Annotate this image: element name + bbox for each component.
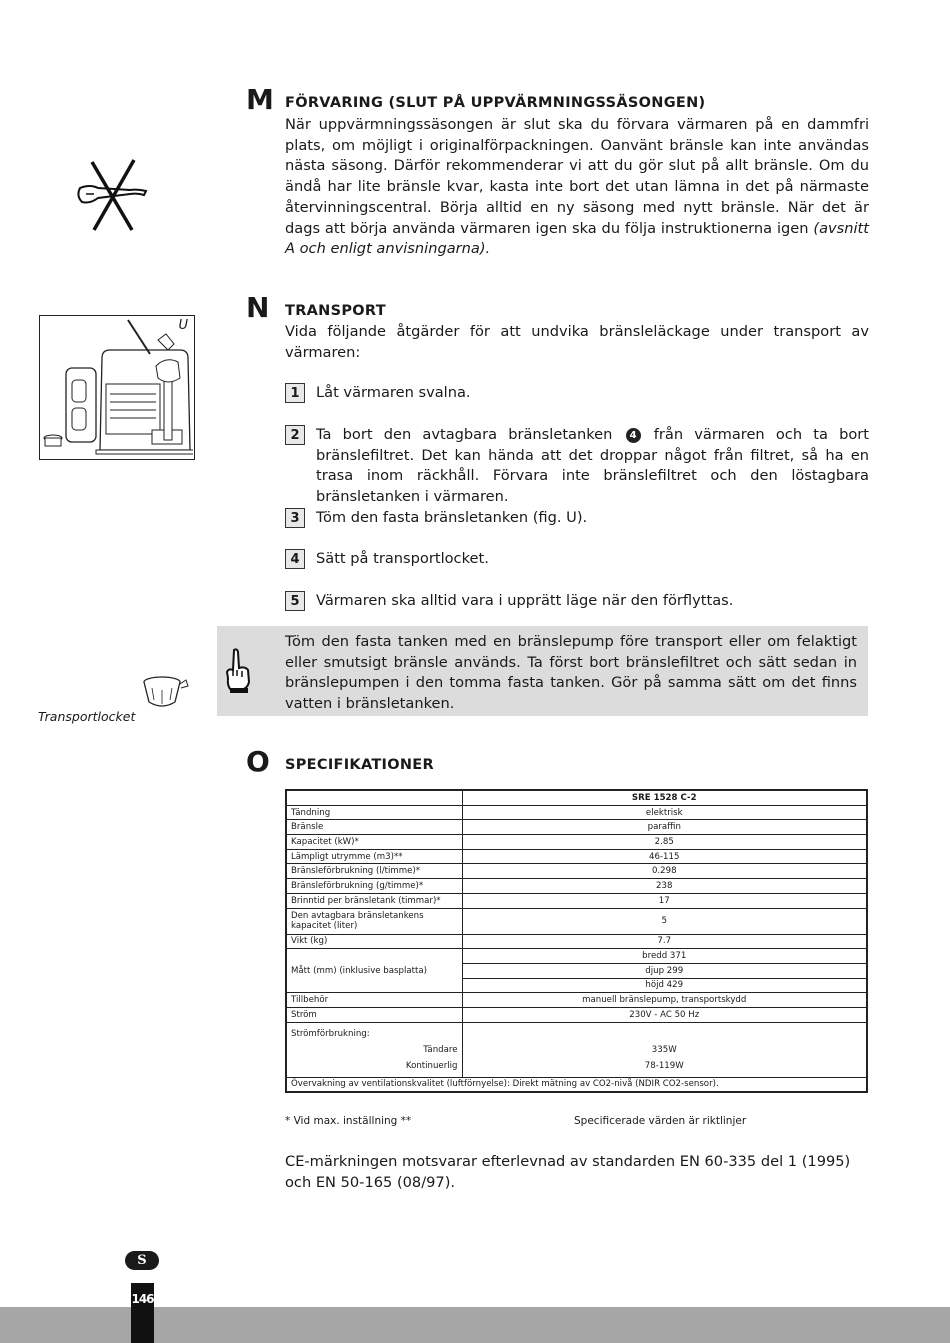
step-number: 2 xyxy=(285,425,305,445)
section-heading-specs: SPECIFIKATIONER xyxy=(285,757,434,773)
footnote-guidelines: Specificerade värden är riktlinjer xyxy=(574,1115,747,1127)
step-number: 3 xyxy=(285,508,305,528)
table-row: Mått (mm) (inklusive basplatta) bredd 371 xyxy=(286,949,867,964)
step-number: 1 xyxy=(285,383,305,403)
step-text: Värmaren ska alltid vara i upprätt läge när den förflyttas. xyxy=(316,592,734,609)
table-row: Bränsleförbrukning (g/timme)* 238 xyxy=(286,879,867,894)
figure-u xyxy=(39,315,195,460)
ce-statement: CE-märkningen motsvarar efterlevnad av standarden EN 60-335 del 1 (1995) och EN 50-165 (08/97). xyxy=(285,1153,851,1191)
step-text: Töm den fasta bränsletanken (fig. U). xyxy=(316,509,588,526)
table-row: Ström 230V - AC 50 Hz xyxy=(286,1007,867,1022)
section-letter-o: O xyxy=(246,745,270,778)
table-row: Bränsle paraffin xyxy=(286,820,867,835)
table-row: Vikt (kg) 7.7 xyxy=(286,934,867,949)
step-number: 5 xyxy=(285,591,305,611)
storage-paragraph: När uppvärmningssäsongen är slut ska du förvara värmaren på en dammfri plats, om möjligt i originalförpackningen. Oanvänt bränsle kan inte användas nästa säsong. Därför rekommenderar vi att du gör slut på allt bränsle. Om du ändå har lite bränsle kvar, kasta inte bort det utan lämna in det på närmaste återvinningscentral. Börja alltid en ny säsong med nytt bränsle. När det är dags att börja använda värmaren igen ska du följa instruktionerna igen (avsnitt A och enligt anvisningarna). xyxy=(285,116,869,258)
transport-cap-caption: Transportlocket xyxy=(38,709,136,724)
section-heading-storage: FÖRVARING (SLUT PÅ UPPVÄRMNINGSSÄSONGEN) xyxy=(285,95,706,111)
model-name: SRE 1528 C-2 xyxy=(462,790,867,805)
figure-label: U xyxy=(178,318,188,333)
page-number: 146 xyxy=(131,1292,154,1306)
section-letter-m: M xyxy=(246,83,274,116)
table-row xyxy=(286,790,867,805)
table-row: Lämpligt utrymme (m3)** 46-115 xyxy=(286,849,867,864)
table-row: Strömförbrukning: Tändare Kontinuerlig 335W 78-119W xyxy=(286,1022,867,1077)
table-row: höjd 429 xyxy=(286,978,867,993)
table-row: djup 299 xyxy=(286,963,867,978)
table-row: Brinntid per bränsletank (timmar)* 17 xyxy=(286,893,867,908)
pointing-hand-icon xyxy=(223,646,253,694)
transport-intro: Vida följande åtgärder för att undvika bränsleläckage under transport av värmaren: xyxy=(285,323,869,361)
step-number: 4 xyxy=(285,549,305,569)
language-badge: S xyxy=(125,1251,159,1270)
step-text: Sätt på transportlocket. xyxy=(316,550,489,567)
table-row: Kapacitet (kW)* 2.85 xyxy=(286,835,867,850)
warning-note xyxy=(217,626,868,716)
table-row: Tändning elektrisk xyxy=(286,805,867,820)
section-heading-transport: TRANSPORT xyxy=(285,303,386,319)
step-text: Ta bort den avtagbara bränsletanken 4 från värmaren och ta bort bränslefiltret. Det kan hända att det droppar något från filtret, så ha en trasa inom räckhåll. Förvara inte bränslefiltret och den löstagbara bränsletanken i värmaren. xyxy=(316,426,870,506)
table-row: Den avtagbara bränsletankens kapacitet (liter) 5 xyxy=(286,908,867,934)
note-text: Töm den fasta tanken med en bränslepump före transport eller om felaktigt eller smutsigt bränsle används. Ta först bort bränslefiltret och sätt sedan in bränslepumpen i den tomma fasta tanken. Gör på samma sätt om det finns vatten i bränsletanken. xyxy=(285,633,857,713)
specifications-table xyxy=(285,789,868,1093)
no-tools-icon xyxy=(72,158,152,234)
transport-cap-icon xyxy=(140,672,190,712)
table-row: Övervakning av ventilationskvalitet (luftförnyelse): Direkt mätning av CO2-nivå (NDIR CO2-sensor). xyxy=(286,1077,867,1092)
footnote-setting: * Vid max. inställning ** xyxy=(285,1115,412,1127)
table-row: Tillbehör manuell bränslepump, transportskydd xyxy=(286,993,867,1008)
heater-pump-illustration xyxy=(40,316,193,458)
table-row: Bränsleförbrukning (l/timme)* 0.298 xyxy=(286,864,867,879)
step-text: Låt värmaren svalna. xyxy=(316,384,471,401)
part-reference-badge: 4 xyxy=(626,428,641,443)
section-letter-n: N xyxy=(246,291,270,324)
